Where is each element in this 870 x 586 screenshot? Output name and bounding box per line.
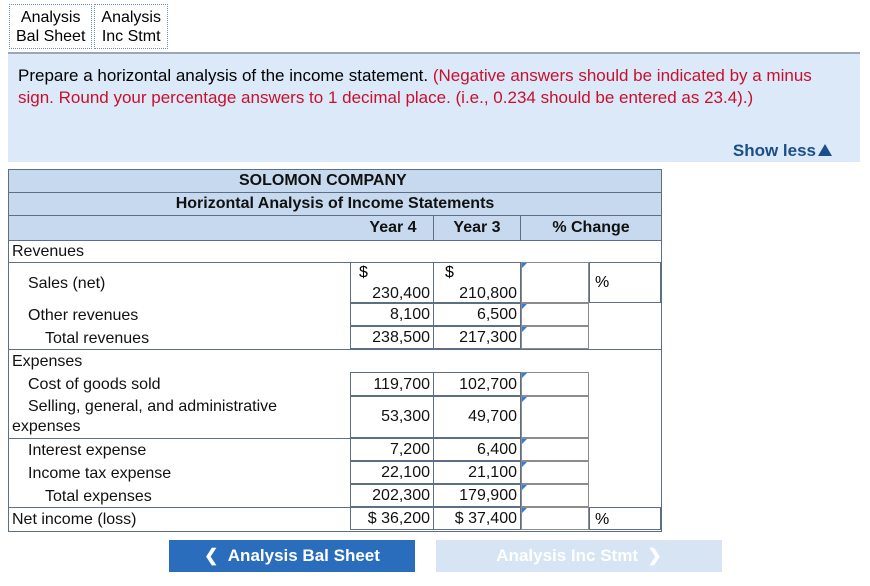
row-label-interest: Interest expense xyxy=(28,442,147,459)
triangle-up-icon xyxy=(818,144,832,156)
tax-percent-change-input[interactable] xyxy=(521,461,589,484)
interest-year3: 6,400 xyxy=(476,441,517,458)
sga-year3: 49,700 xyxy=(468,408,517,425)
tax-year4: 22,100 xyxy=(381,464,430,481)
other-year3: 6,500 xyxy=(476,306,517,323)
tab-bar xyxy=(9,4,168,49)
tab-label-line1: Analysis xyxy=(101,9,161,26)
instructions-panel xyxy=(8,54,860,162)
percent-sign: % xyxy=(595,274,610,291)
row-label-cogs: Cost of goods sold xyxy=(28,376,161,393)
divider xyxy=(9,349,661,350)
col-year4: Year 4 xyxy=(369,219,417,236)
tax-year3: 21,100 xyxy=(468,464,517,481)
company-name: SOLOMON COMPANY xyxy=(239,172,407,189)
net-income-year4: $ 36,200 xyxy=(367,510,430,527)
row-label-sales: Sales (net) xyxy=(28,275,106,292)
cogs-percent-change-input[interactable] xyxy=(521,372,589,396)
row-label-total-expenses: Total expenses xyxy=(45,488,152,505)
cogs-year4: 119,700 xyxy=(373,376,430,393)
sales-percent-change-input[interactable] xyxy=(521,262,589,303)
chevron-left-icon: ❮ xyxy=(204,546,219,565)
next-analysis-inc-stmt-button[interactable] xyxy=(436,540,722,572)
total-revenues-percent-change-input[interactable] xyxy=(521,326,589,349)
instructions-text xyxy=(18,65,848,109)
total-revenues-year3: 217,300 xyxy=(459,329,517,346)
interest-year4: 7,200 xyxy=(389,441,430,458)
prev-button-label: Analysis Bal Sheet xyxy=(227,546,380,565)
sales-year4: 230,400 xyxy=(372,285,430,302)
tab-label-line2: Bal Sheet xyxy=(16,28,86,45)
row-label-net-income: Net income (loss) xyxy=(12,511,137,528)
chevron-right-icon: ❯ xyxy=(647,546,662,565)
tab-analysis-inc-stmt[interactable] xyxy=(94,4,168,49)
horizontal-analysis-table xyxy=(8,169,662,532)
other-percent-change-input[interactable] xyxy=(521,303,589,326)
instructions-note: (Negative answers should be indicated by a minus sign. Round your percentage answers to 1 decimal place. (i.e., 0.234 should be entered as 23.4).) xyxy=(18,66,812,107)
total-expenses-percent-change-input[interactable] xyxy=(521,484,589,507)
divider xyxy=(433,216,434,241)
tab-label-line1: Analysis xyxy=(20,9,81,26)
row-label-sga: Selling, general, and administrative xyxy=(28,398,278,415)
row-label-total-revenues: Total revenues xyxy=(45,330,150,347)
show-less-button[interactable] xyxy=(733,141,832,161)
tab-analysis-bal-sheet[interactable] xyxy=(9,4,92,49)
other-year4: 8,100 xyxy=(389,306,430,323)
currency-symbol: $ xyxy=(359,264,368,281)
col-percent-change: % Change xyxy=(552,219,630,236)
column-headers xyxy=(9,216,661,241)
row-label-other-revenues: Other revenues xyxy=(28,307,139,324)
tab-label-line2: Inc Stmt xyxy=(101,28,161,45)
divider xyxy=(9,507,350,508)
currency-symbol: $ xyxy=(445,264,454,281)
net-income-percent-change-input[interactable] xyxy=(521,507,589,530)
next-button-label: Analysis Inc Stmt xyxy=(496,546,638,565)
instructions-main: Prepare a horizontal analysis of the income statement. xyxy=(18,66,429,85)
sga-year4: 53,300 xyxy=(381,408,430,425)
prev-analysis-bal-sheet-button[interactable] xyxy=(169,540,415,572)
show-less-label: Show less xyxy=(732,141,816,160)
total-revenues-year4: 238,500 xyxy=(372,329,430,346)
cogs-year3: 102,700 xyxy=(459,376,517,393)
sales-year3: 210,800 xyxy=(459,285,517,302)
company-header xyxy=(9,170,661,193)
row-label-sga-cont: expenses xyxy=(12,418,81,435)
section-expenses: Expenses xyxy=(12,353,83,370)
section-revenues: Revenues xyxy=(12,243,85,260)
percent-sign: % xyxy=(595,511,610,528)
total-expenses-year4: 202,300 xyxy=(372,487,430,504)
divider xyxy=(520,216,521,241)
divider xyxy=(9,438,350,439)
table-title: Horizontal Analysis of Income Statements xyxy=(9,193,661,216)
col-year3: Year 3 xyxy=(453,219,501,236)
sga-percent-change-input[interactable] xyxy=(521,396,589,438)
interest-percent-change-input[interactable] xyxy=(521,438,589,461)
total-expenses-year3: 179,900 xyxy=(459,487,517,504)
net-income-year3: $ 37,400 xyxy=(454,510,517,527)
row-label-tax: Income tax expense xyxy=(28,465,172,482)
